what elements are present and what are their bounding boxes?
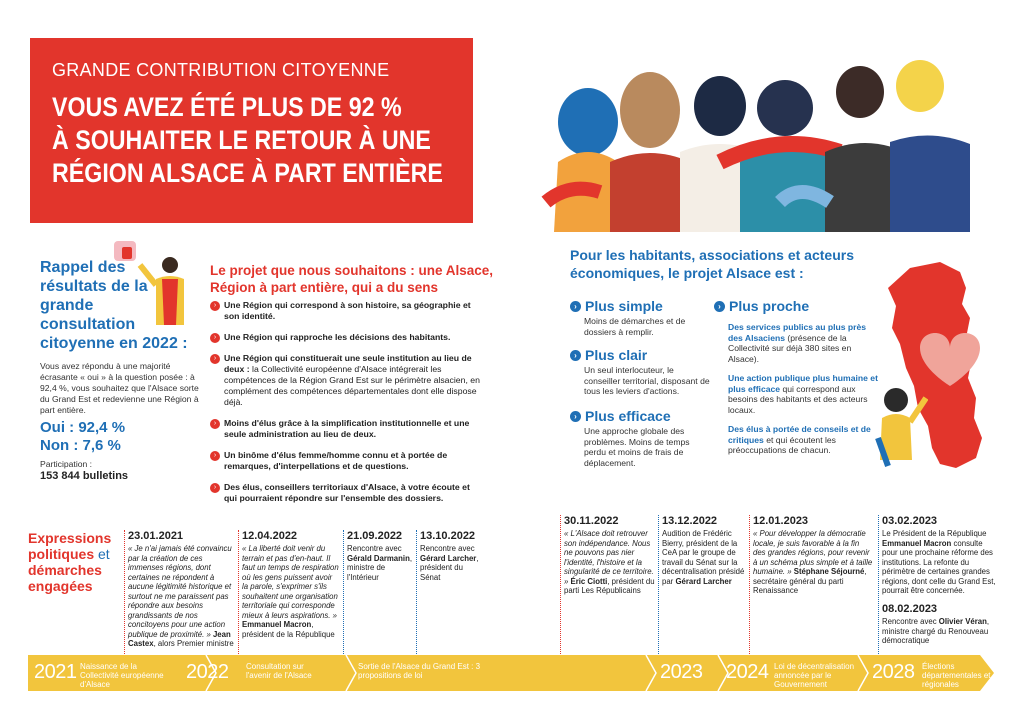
timeline-connector — [124, 530, 125, 658]
timeline-entry: 08.02.2023 Rencontre avec Olivier Véran, ministre chargé du Renouveau démocratique — [882, 603, 1000, 646]
band-year: 2028 — [872, 661, 915, 683]
proche-point: Des élus à portée de conseils et de critiques et qui écoutent les préoccupations de chacun. — [728, 424, 871, 455]
arrow-bullet-icon: › — [210, 483, 220, 493]
timeline-connector — [658, 515, 659, 658]
timeline-entry: 03.02.2023 Le Président de la République Emmanuel Macron consulte pour une prochaine réforme des institutions. La refonte du périmètre de certaines grandes régions, dont celle du Grand Est, pourrait être concernée. — [882, 515, 1000, 596]
feature-proche — [714, 298, 854, 316]
timeline-date: 21.09.2022 — [347, 530, 403, 542]
feature-simple — [570, 298, 710, 337]
timeline-date: 12.01.2023 — [753, 515, 809, 527]
result-oui: Oui : 92,4 % — [40, 419, 126, 436]
group-hug-illustration — [540, 52, 970, 232]
band-label: Naissance de la Collectivité européenne d'Alsace — [80, 662, 164, 689]
arrow-bullet-icon: › — [714, 301, 725, 312]
projet-item: › Un binôme d'élus femme/homme connu et à portée de remarques, d'interpellations et de questions. — [210, 450, 480, 472]
arrow-bullet-icon: › — [210, 333, 220, 343]
feature-simple-label: Plus simple — [585, 298, 663, 314]
proche-list — [728, 322, 878, 465]
timeline-entry: 30.11.2022 « L'Alsace doit retrouver son indépendance. Nous ne pouvons pas nier l'identité, l'histoire et la singularité de ce territoire. » Éric Ciotti, président du parti Les Républicains — [564, 515, 655, 595]
hero-headline-line-2: À SOUHAITER LE RETOUR À UNE — [52, 125, 431, 155]
timeline-connector — [878, 515, 879, 658]
timeline-entry: 23.01.2021 « Je n'ai jamais été convaincu par la création de ces immenses régions, dont certaines ne répondent à aucune légitimité historique et surtout ne me paraissent pas répondre aux besoins grandissants de nos concitoyens pour une action publique de proximité. » Jean Castex, alors Premier ministre — [128, 530, 234, 648]
band-year: 2022 — [186, 661, 229, 683]
feature-efficace-label: Plus efficace — [585, 408, 671, 424]
timeline-connector — [560, 515, 561, 658]
proche-point: Des services publics au plus près des Alsaciens (présence de la Collectivité sur déjà 380 sites en Alsace). — [728, 322, 867, 364]
hero-kicker: GRANDE CONTRIBUTION CITOYENNE — [52, 60, 390, 80]
band-year: 2023 — [660, 661, 703, 683]
rappel-title: Rappel des résultats de la grande consultation citoyenne en 2022 : — [40, 259, 188, 352]
feature-efficace — [570, 408, 705, 468]
timeline-entry: 13.12.2022 Audition de Frédéric Bierry, président de la CeA par le groupe de travail du Sénat sur la décentralisation présidé par Gérard Larcher — [662, 515, 748, 586]
timeline-connector — [238, 530, 239, 658]
timeline-connector — [416, 530, 417, 658]
arrow-bullet-icon: › — [210, 451, 220, 461]
arrow-bullet-icon: › — [570, 301, 581, 312]
projet-item: › Une Région qui constituerait une seule institution au lieu de deux : la Collectivité européenne d'Alsace intégrerait les compétences de la Région Grand Est sur le périmètre alsacien, en complément des compétences départementales dont elle dispose déjà. — [210, 353, 480, 408]
arrow-bullet-icon: › — [570, 350, 581, 361]
band-label: Loi de décentralisation annoncée par le Gouvernement — [774, 662, 855, 689]
expressions-title-line: démarches — [28, 562, 102, 578]
expressions-title-line: Expressions — [28, 530, 112, 546]
timeline-connector — [749, 515, 750, 658]
participation-count: 153 844 bulletins — [40, 470, 129, 482]
habitants-title: Pour les habitants, associations et acteurs économiques, le projet Alsace est : — [570, 247, 854, 281]
projet-item: › Une Région qui rapproche les décisions des habitants. — [210, 332, 480, 343]
projet-item: › Moins d'élus grâce à la simplification institutionnelle et une seule administration au lieu de deux. — [210, 418, 480, 440]
timeline-date: 08.02.2023 — [882, 603, 938, 615]
hero-headline — [52, 91, 457, 190]
hero-headline-line-3: RÉGION ALSACE À PART ENTIÈRE — [52, 158, 443, 188]
arrow-bullet-icon: › — [210, 301, 220, 311]
expressions-title-line: engagées — [28, 578, 93, 594]
girl-illustration — [868, 378, 928, 468]
band-year: 2024 — [726, 661, 769, 683]
timeline-entry: 13.10.2022 Rencontre avec Gérard Larcher, président du Sénat — [420, 530, 479, 582]
result-non: Non : 7,6 % — [40, 437, 121, 454]
feature-clair — [570, 347, 710, 397]
arrow-bullet-icon: › — [570, 411, 581, 422]
timeline-date: 30.11.2022 — [564, 515, 619, 527]
timeline-date: 03.02.2023 — [882, 515, 938, 527]
timeline-date: 23.01.2021 — [128, 530, 184, 542]
timeline-entry: 12.01.2023 « Pour développer la démocratie locale, je suis favorable à la fin des grandes régions, pour revenir à un schéma plus simple et à taille humaine. » Stéphane Séjourné, secrétaire général du parti Renaissance — [753, 515, 873, 595]
feature-simple-desc: Moins de démarches et de dossiers à remplir. — [584, 316, 686, 337]
projet-item: › Une Région qui correspond à son histoire, sa géographie et son identité. — [210, 300, 480, 322]
proche-point: Une action publique plus humaine et plus efficace qui correspond aux besoins des habitants et des acteurs locaux. — [728, 373, 878, 415]
arrow-bullet-icon: › — [210, 419, 220, 429]
band-year: 2021 — [34, 661, 77, 683]
band-label: Consultation sur l'avenir de l'Alsace — [246, 662, 312, 680]
hero-banner — [30, 38, 473, 223]
feature-clair-desc: Un seul interlocuteur, le conseiller territorial, disposant de tous les leviers d'actions. — [584, 365, 710, 396]
hero-headline-line-1: VOUS AVEZ ÉTÉ PLUS DE 92 % — [52, 92, 402, 122]
rappel-text: Vous avez répondu à une majorité écrasante « oui » à la question posée : à 92,4 %, vous souhaitez que l'Alsace sorte du Grand Est et redevienne une Région à part entière. — [40, 361, 199, 415]
band-label: Sortie de l'Alsace du Grand Est : 3 propositions de loi — [358, 662, 481, 680]
feature-efficace-desc: Une approche globale des problèmes. Moins de temps perdu et moins de frais de déplacement. — [584, 426, 690, 468]
projet-title: Le projet que nous souhaitons : une Alsace, Région à part entière, qui a du sens — [210, 263, 494, 295]
timeline-connector — [343, 530, 344, 658]
band-label: Élections départementales et régionales — [922, 662, 991, 689]
feature-proche-label: Plus proche — [729, 298, 810, 314]
timeline-entry: 12.04.2022 « La liberté doit venir du terrain et pas d'en-haut. Il faut un temps de respiration où les gens puissent avoir la parole, s'exprimer s'ils souhaitent une organisation territoriale qui corresponde mieux à leurs aspirations. » Emmanuel Macron, président de la République — [242, 530, 339, 639]
arrow-bullet-icon: › — [210, 354, 220, 364]
timeline-date: 13.10.2022 — [420, 530, 476, 542]
feature-clair-label: Plus clair — [585, 347, 648, 363]
timeline-date: 12.04.2022 — [242, 530, 298, 542]
expressions-title-line: politiques et — [28, 546, 110, 562]
projet-item: › Des élus, conseillers territoriaux d'Alsace, à votre écoute et qui pourraient répondre sur l'ensemble des dossiers. — [210, 482, 480, 504]
projet-list — [210, 300, 480, 514]
timeline-entry: 21.09.2022 Rencontre avec Gérald Darmanin, ministre de l'Intérieur — [347, 530, 415, 582]
timeline-date: 13.12.2022 — [662, 515, 718, 527]
expressions-title — [28, 530, 118, 594]
participation-label: Participation : — [40, 459, 93, 469]
